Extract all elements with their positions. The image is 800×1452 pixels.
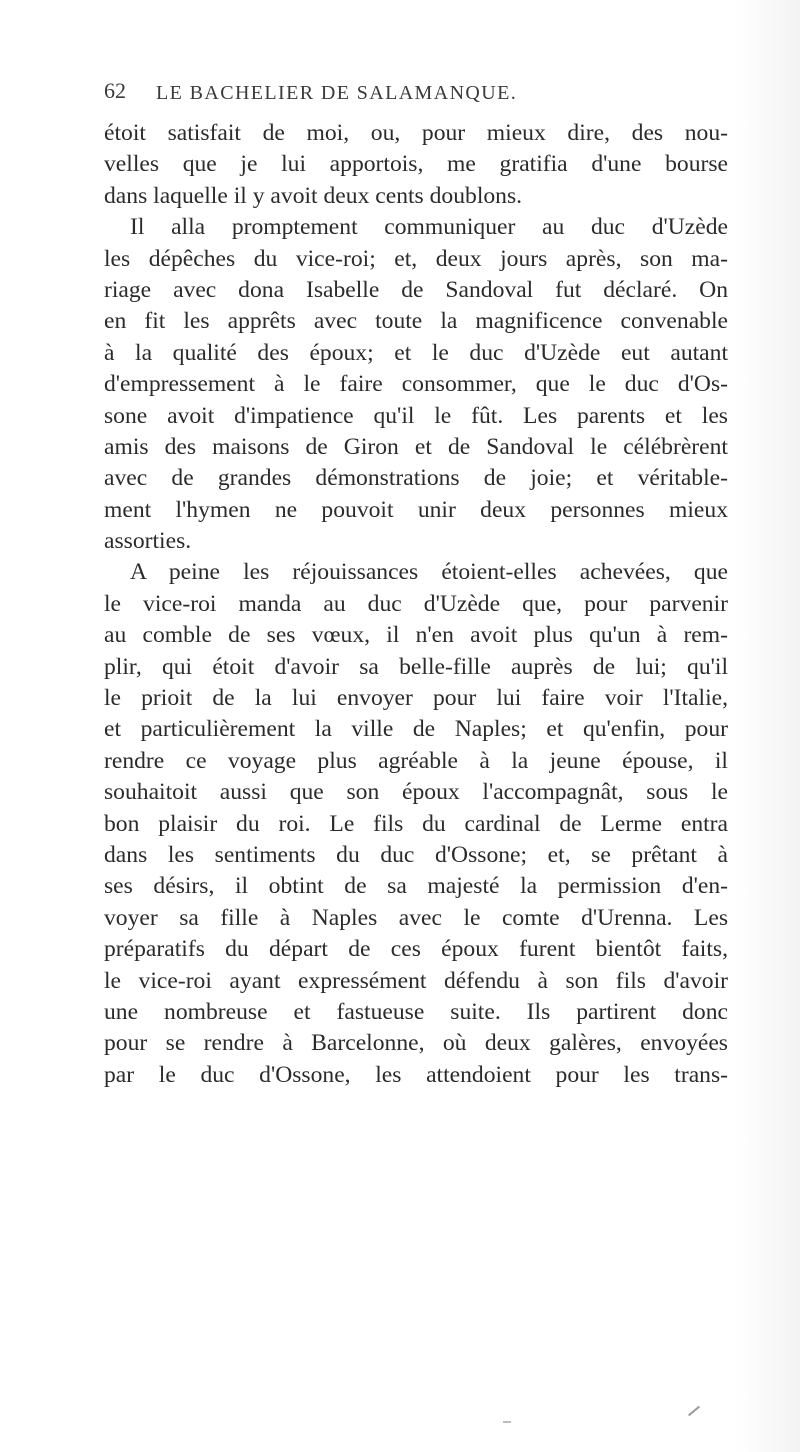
text-line: souhaitoit aussi que son époux l'accompagnât, sous le: [104, 779, 728, 806]
text-line: bon plaisir du roi. Le fils du cardinal de Lerme entra: [104, 810, 728, 837]
text-line: ses désirs, il obtint de sa majesté la permission d'en-: [104, 873, 728, 900]
text-line: assorties.: [104, 528, 192, 555]
text-line: préparatifs du départ de ces époux furent bientôt faits,: [104, 936, 728, 963]
text-line: sone avoit d'impatience qu'il le fût. Les parents et les: [104, 402, 728, 429]
text-line: plir, qui étoit d'avoir sa belle-fille auprès de lui; qu'il: [104, 653, 728, 680]
text-line: voyer sa fille à Naples avec le comte d'Urenna. Les: [104, 904, 728, 931]
text-line: velles que je lui apportois, me gratifia d'une bourse: [104, 151, 728, 178]
text-line: riage avec dona Isabelle de Sandoval fut déclaré. On: [104, 276, 728, 303]
print-speck: [688, 1406, 700, 1417]
text-line: une nombreuse et fastueuse suite. Ils partirent donc: [104, 998, 728, 1025]
text-line: amis des maisons de Giron et de Sandoval le célébrèrent: [104, 433, 728, 460]
text-line: en fit les apprêts avec toute la magnificence convenable: [104, 308, 728, 335]
text-line: pour se rendre à Barcelonne, où deux galères, envoyées: [104, 1030, 728, 1057]
print-speck: [503, 1421, 511, 1423]
text-line: dans les sentiments du duc d'Ossone; et, se prêtant à: [104, 841, 728, 868]
text-line: et particulièrement la ville de Naples; et qu'enfin, pour: [104, 716, 728, 743]
text-line: d'empressement à le faire consommer, que le duc d'Os-: [104, 371, 728, 398]
text-line: au comble de ses vœux, il n'en avoit plus qu'un à rem-: [104, 622, 728, 649]
text-line: le vice-roi manda au duc d'Uzède que, pour parvenir: [104, 590, 728, 617]
paragraph-start-line: Il alla promptement communiquer au duc d'Uzède: [130, 214, 728, 241]
text-line: à la qualité des époux; et le duc d'Uzède eut autant: [104, 339, 728, 366]
page-number: 62: [104, 78, 126, 103]
body-text: [104, 118, 728, 1091]
text-line: avec de grandes démonstrations de joie; et véritable-: [104, 465, 728, 492]
text-line: le prioit de la lui envoyer pour lui faire voir l'Italie,: [104, 685, 728, 712]
running-head: [104, 76, 724, 110]
text-line: ment l'hymen ne pouvoit unir deux personnes mieux: [104, 496, 728, 523]
paragraph-start-line: A peine les réjouissances étoient-elles achevées, que: [130, 559, 728, 586]
text-line: dans laquelle il y avoit deux cents doublons.: [104, 182, 523, 209]
text-line: étoit satisfait de moi, ou, pour mieux dire, des nou-: [104, 120, 728, 146]
text-line: rendre ce voyage plus agréable à la jeune épouse, il: [104, 747, 728, 774]
text-line: les dépêches du vice-roi; et, deux jours après, son ma-: [104, 245, 728, 272]
text-line: le vice-roi ayant expressément défendu à son fils d'avoir: [104, 967, 728, 994]
running-title: LE BACHELIER DE SALAMANQUE.: [156, 82, 518, 104]
text-line: par le duc d'Ossone, les attendoient pour les trans-: [104, 1061, 728, 1088]
